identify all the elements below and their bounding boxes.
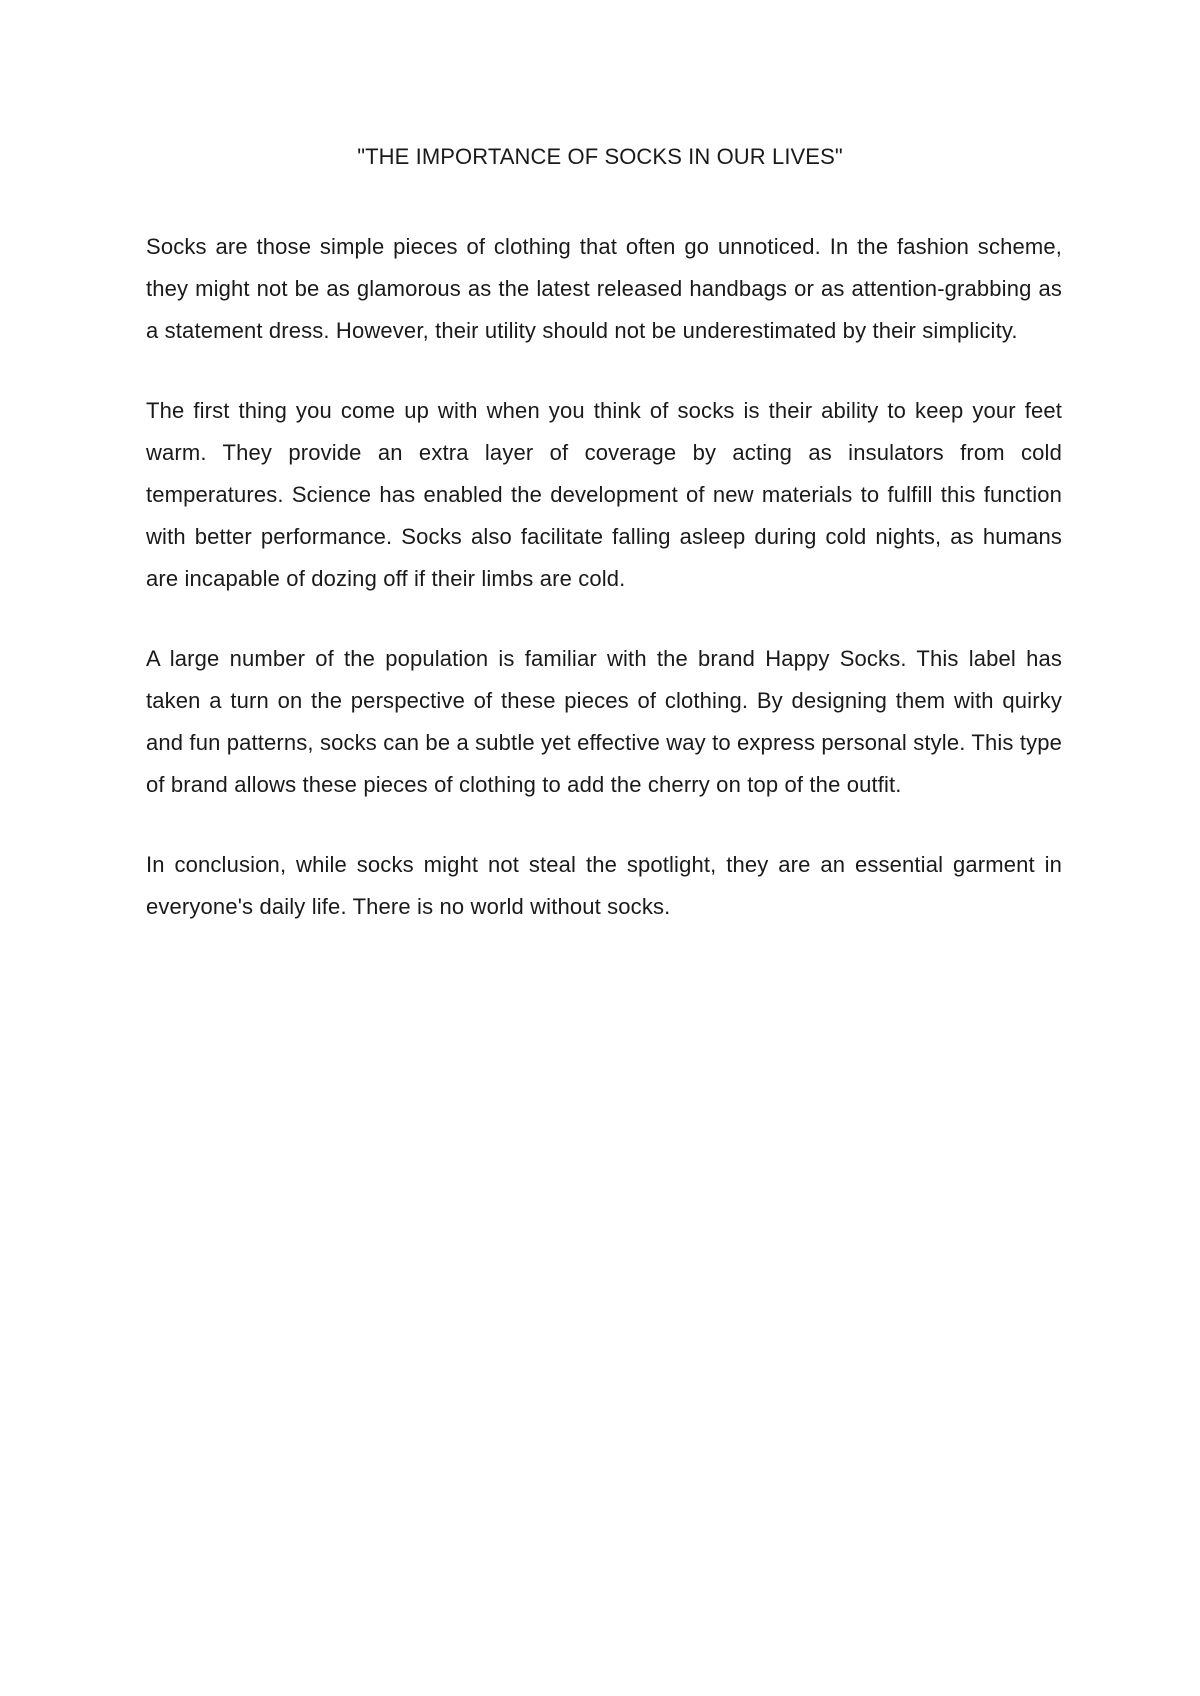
paragraph-warmth: The first thing you come up with when you think of socks is their ability to keep your feet warm. They provide an extra layer of coverage by acting as insulators from cold temperatures. Science has enabled the development of new materials to fulfill this function with better performance. Socks also facilitate falling asleep during cold nights, as humans are incapable of dozing off if their limbs are cold.	[146, 398, 1062, 591]
paragraph-conclusion: In conclusion, while socks might not steal the spotlight, they are an essential garment in everyone's daily life. There is no world without socks.	[146, 852, 1062, 919]
document-title: "THE IMPORTANCE OF SOCKS IN OUR LIVES"	[357, 144, 843, 169]
document-body	[146, 226, 1062, 966]
paragraph-intro: Socks are those simple pieces of clothing that often go unnoticed. In the fashion scheme, they might not be as glamorous as the latest released handbags or as attention-grabbing as a statement dress. However, their utility should not be underestimated by their simplicity.	[146, 234, 1062, 343]
paragraph-style: A large number of the population is familiar with the brand Happy Socks. This label has taken a turn on the perspective of these pieces of clothing. By designing them with quirky and fun patterns, socks can be a subtle yet effective way to express personal style. This type of brand allows these pieces of clothing to add the cherry on top of the outfit.	[146, 646, 1062, 797]
